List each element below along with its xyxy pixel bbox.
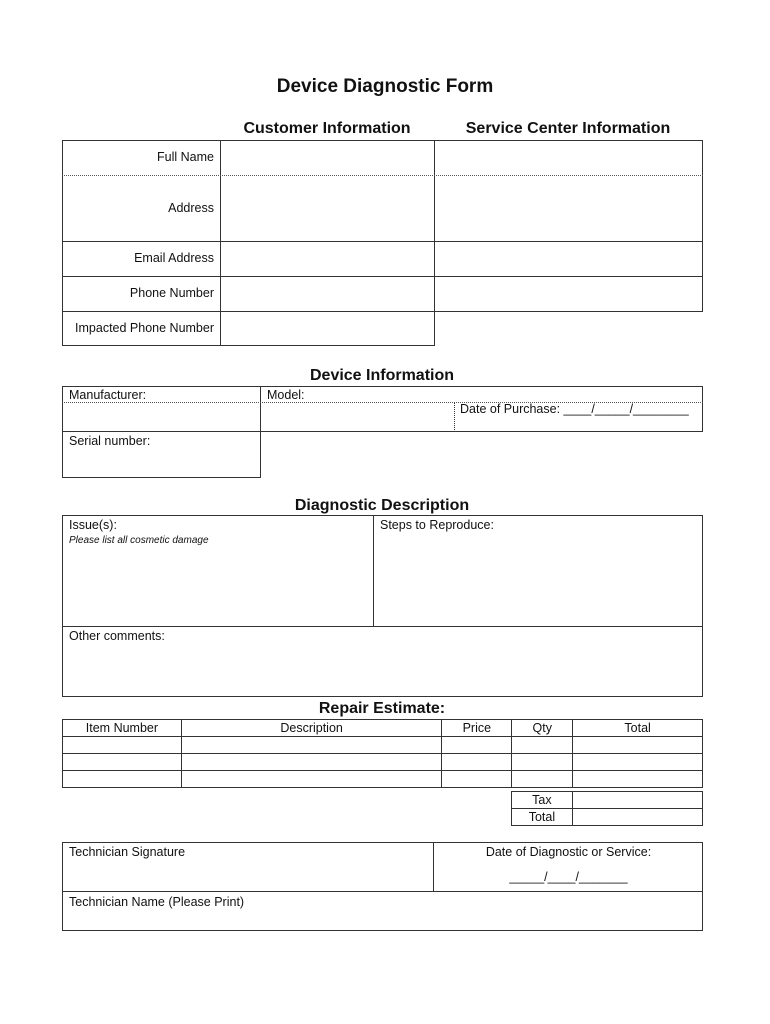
table-cell[interactable] — [442, 737, 512, 754]
table-cell[interactable] — [63, 737, 182, 754]
page-title: Device Diagnostic Form — [276, 76, 494, 97]
column-header-item-number: Item Number — [63, 720, 182, 737]
total-row — [512, 809, 703, 826]
table-header-row — [63, 720, 703, 737]
steps-label: Steps to Reproduce: — [380, 518, 494, 532]
repair-estimate-heading: Repair Estimate: — [318, 700, 446, 717]
column-divider — [373, 515, 374, 627]
impacted-phone-label: Impacted Phone Number — [75, 321, 214, 335]
customer-info-heading: Customer Information — [243, 120, 411, 137]
table-cell[interactable] — [573, 754, 703, 771]
issues-note: Please list all cosmetic damage — [69, 535, 209, 546]
column-header-price: Price — [442, 720, 512, 737]
date-of-purchase-label: Date of Purchase: ____/_____/________ — [460, 402, 689, 416]
table-cell[interactable] — [512, 754, 573, 771]
table-cell[interactable] — [181, 754, 442, 771]
table-cell[interactable] — [512, 771, 573, 788]
tax-row — [512, 792, 703, 809]
total-label: Total — [512, 809, 573, 826]
full-name-label: Full Name — [157, 150, 214, 164]
row-divider — [62, 241, 703, 242]
table-cell[interactable] — [573, 737, 703, 754]
table-cell[interactable] — [512, 737, 573, 754]
table-cell[interactable] — [181, 737, 442, 754]
estimate-table — [62, 719, 703, 788]
table-cell[interactable] — [442, 754, 512, 771]
phone-label: Phone Number — [129, 286, 214, 300]
table-row — [63, 771, 703, 788]
diagnostic-heading: Diagnostic Description — [294, 497, 470, 514]
technician-signature-label: Technician Signature — [69, 845, 186, 859]
email-label: Email Address — [134, 251, 214, 265]
tax-label: Tax — [512, 792, 573, 809]
total-value-cell[interactable] — [572, 809, 702, 826]
technician-name-label: Technician Name (Please Print) — [69, 895, 245, 909]
label-column-divider — [220, 140, 221, 346]
column-header-total: Total — [573, 720, 703, 737]
model-label: Model: — [267, 388, 305, 402]
table-row — [63, 754, 703, 771]
table-row — [63, 737, 703, 754]
column-divider — [454, 402, 455, 432]
row-divider — [62, 626, 703, 627]
table-cell[interactable] — [573, 771, 703, 788]
row-divider — [62, 175, 703, 176]
table-cell[interactable] — [63, 771, 182, 788]
manufacturer-label: Manufacturer: — [69, 388, 147, 402]
row-divider — [62, 891, 703, 892]
serial-number-label: Serial number: — [69, 434, 151, 448]
service-column-divider — [434, 140, 435, 277]
address-label: Address — [168, 201, 214, 215]
service-center-phone-cell[interactable] — [434, 276, 703, 312]
totals-table — [511, 791, 703, 826]
tax-value-cell[interactable] — [572, 792, 702, 809]
device-info-heading: Device Information — [309, 367, 455, 384]
service-date-label: Date of Diagnostic or Service: — [485, 845, 652, 859]
other-comments-label: Other comments: — [69, 629, 165, 643]
service-center-heading: Service Center Information — [465, 120, 671, 137]
table-cell[interactable] — [442, 771, 512, 788]
table-cell[interactable] — [63, 754, 182, 771]
issues-label: Issue(s): — [69, 518, 117, 532]
column-header-description: Description — [181, 720, 442, 737]
service-date-blank: _____/____/_______ — [509, 870, 628, 884]
row-divider — [62, 311, 435, 312]
column-header-qty: Qty — [512, 720, 573, 737]
table-cell[interactable] — [181, 771, 442, 788]
column-divider — [260, 386, 261, 432]
